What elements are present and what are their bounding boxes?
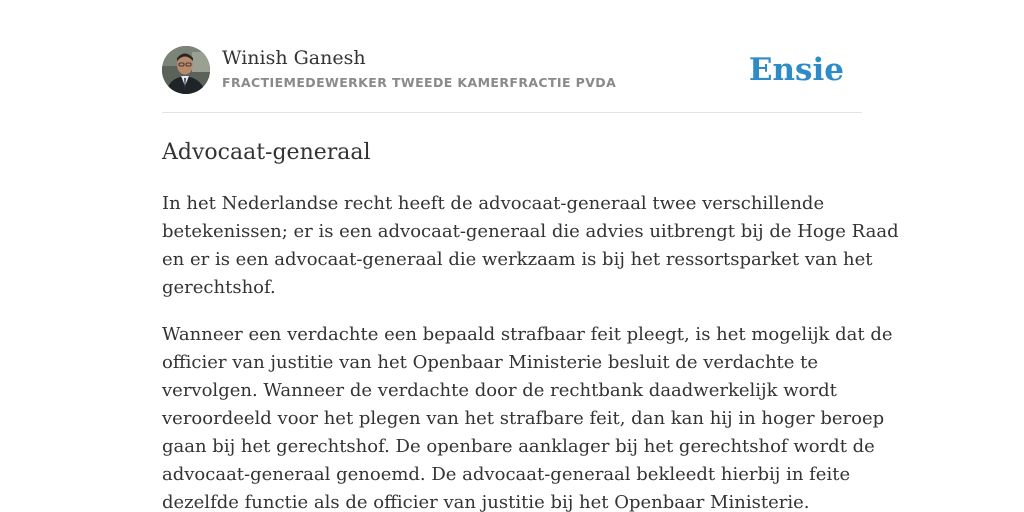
text-line: In het Nederlandse recht heeft de advocaat-generaal twee verschillende — [162, 193, 825, 214]
ensie-logo[interactable]: Ensie — [748, 52, 844, 88]
text-line: officier van justitie van het Openbaar Ministerie besluit de verdachte te — [162, 352, 819, 373]
text-line: betekenissen; er is een advocaat-generaal die advies uitbrengt bij de Hoge Raad — [162, 221, 899, 242]
text-line: veroordeeld voor het plegen van het strafbare feit, dan kan hij in hoger beroep — [162, 408, 885, 429]
text-line: dezelfde functie als de officier van justitie bij het Openbaar Ministerie. — [162, 492, 810, 512]
paragraph-2 — [162, 321, 893, 512]
author-header — [162, 0, 862, 113]
article-body — [162, 190, 899, 512]
article-card — [162, 0, 899, 512]
article-title: Advocaat-generaal — [162, 140, 371, 165]
text-line: gerechtshof. — [162, 277, 276, 298]
author-avatar[interactable] — [162, 46, 210, 94]
author-role: FRACTIEMEDEWERKER TWEEDE KAMERFRACTIE PVDA — [222, 75, 617, 90]
author-name[interactable]: Winish Ganesh — [222, 47, 366, 69]
text-line: Wanneer een verdachte een bepaald strafbaar feit pleegt, is het mogelijk dat de — [162, 324, 893, 345]
person-photo-icon — [162, 46, 210, 94]
text-line: vervolgen. Wanneer de verdachte door de rechtbank daadwerkelijk wordt — [162, 380, 837, 401]
text-line: advocaat-generaal genoemd. De advocaat-generaal bekleedt hierbij in feite — [162, 464, 851, 485]
paragraph-1 — [162, 190, 899, 302]
text-line: en er is een advocaat-generaal die werkzaam is bij het ressortsparket van het — [162, 249, 873, 270]
text-line: gaan bij het gerechtshof. De openbare aanklager bij het gerechtshof wordt de — [162, 436, 875, 457]
